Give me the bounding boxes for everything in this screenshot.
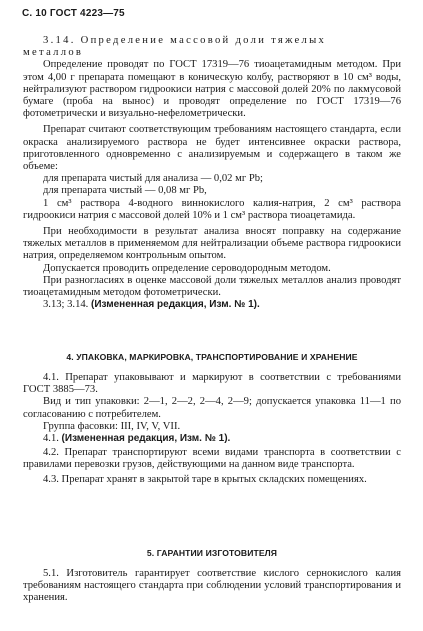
amendment-note [23, 433, 401, 445]
paragraph: Определение проводят по ГОСТ 17319—76 тиоацетамидным методом. При этом 4,00 г препарата помещают в коническую колбу, растворяют в 10 см³ воды, нейтрализуют раствором гидроокиси натрия с массовой долей 20% по лакмусовой бумаге (проба на вынос) и проводят определение по ГОСТ 17319—76 фотометрически и визуально-нефелометрически. [23, 59, 401, 120]
paragraph: 5.1. Изготовитель гарантирует соответствие кислого сернокислого калия требованиям настоящего стандарта при соблюдении условий транспортирования и хранения. [23, 568, 401, 604]
paragraph: При разногласиях в оценке массовой доли тяжелых металлов анализ проводят тиоацетамидным методом фотометрически. [23, 274, 401, 299]
amendment-text: (Измененная редакция, Изм. № 1). [90, 299, 260, 311]
amendment-note [23, 299, 401, 311]
section-4-title: 4. УПАКОВКА, МАРКИРОВКА, ТРАНСПОРТИРОВАНИЕ И ХРАНЕНИЕ [66, 352, 358, 362]
paragraph: 1 см³ раствора 4-водного виннокислого калия-натрия, 2 см³ раствора гидроокиси натрия с массовой долей 10% и 1 см³ раствора тиоацетамида. [23, 197, 401, 221]
page-header: С. 10 ГОСТ 4223—75 [22, 8, 125, 19]
paragraph: Вид и тип упаковки: 2—1, 2—2, 2—4, 2—9; допускается упаковка 11—1 по согласованию с потребителем. [23, 396, 401, 420]
list-item: для препарата чистый для анализа — 0,02 мг Pb; [43, 173, 263, 185]
list-item: для препарата чистый — 0,08 мг Pb, [43, 185, 207, 197]
paragraph: Группа фасовки: III, IV, V, VII. [43, 420, 181, 432]
section-5 [23, 568, 401, 605]
clause-3-14-title-cont: металлов [23, 47, 84, 59]
clause-3-14-title: 3.14. Определение массовой доли тяжелых [43, 35, 327, 46]
amendment-ref: 3.13; 3.14. [43, 299, 89, 311]
section-3-14 [23, 35, 401, 311]
paragraph: Препарат считают соответствующим требованиям настоящего стандарта, если окраска анализируемого раствора не будет интенсивнее окраски раствора, приготовленного одновременно с анализируемым и содержащего в таком же объеме: [23, 124, 401, 173]
amendment-ref: 4.1. [43, 433, 59, 445]
paragraph: Допускается проводить определение сероводородным методом. [43, 262, 331, 274]
paragraph: 4.3. Препарат хранят в закрытой таре в крытых складских помещениях. [43, 473, 367, 485]
paragraph: При необходимости в результат анализа вносят поправку на содержание тяжелых металлов в применяемом для нейтрализации объеме раствора гидроокиси натрия, определяемом контрольным опытом. [23, 226, 401, 262]
section-4 [23, 372, 401, 486]
paragraph: 4.1. Препарат упаковывают и маркируют в соответствии с требованиями ГОСТ 3885—73. [23, 372, 401, 396]
amendment-text: (Измененная редакция, Изм. № 1). [61, 433, 231, 445]
section-5-title: 5. ГАРАНТИИ ИЗГОТОВИТЕЛЯ [146, 548, 278, 558]
paragraph: 4.2. Препарат транспортируют всеми видами транспорта в соответствии с правилами перевозки грузов, действующими на данном виде транспорта. [23, 447, 401, 471]
